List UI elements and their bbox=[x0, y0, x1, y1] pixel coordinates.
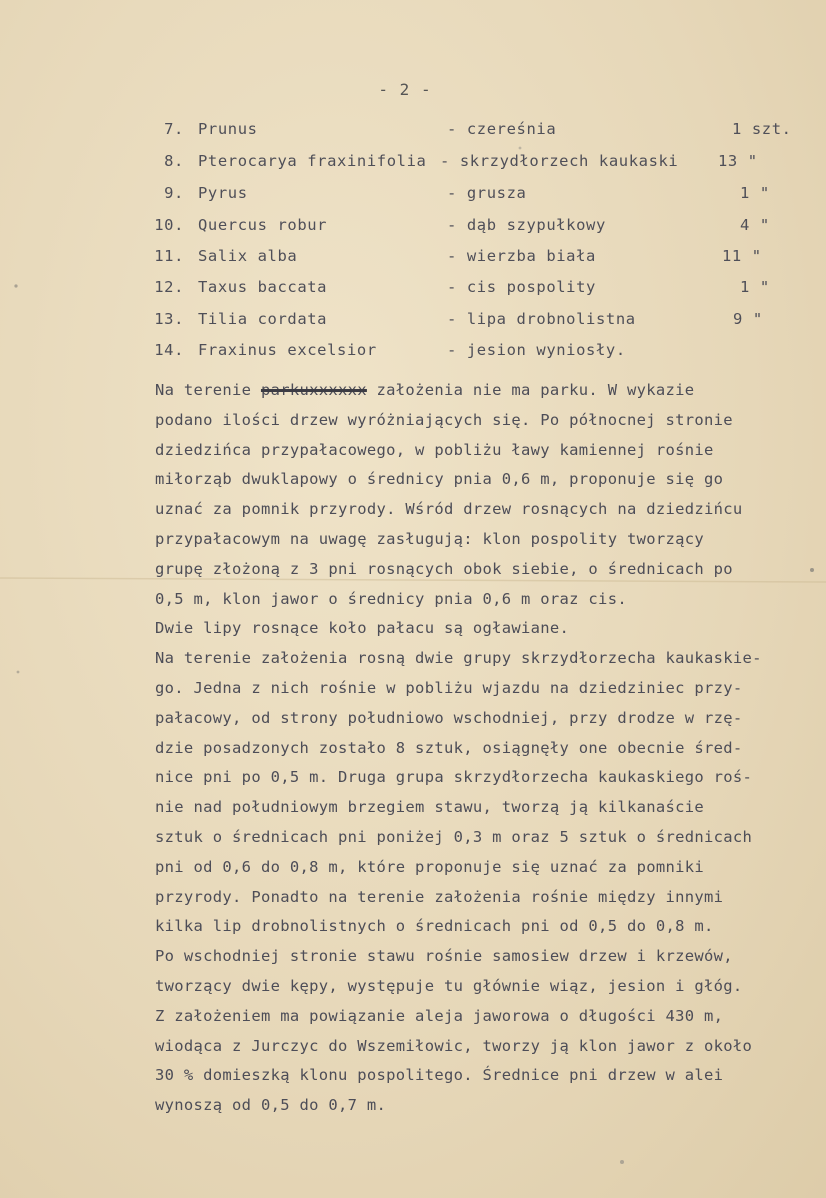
species-number: 12. bbox=[154, 278, 184, 296]
text-line: uznać za pomnik przyrody. Wśród drzew rosnących na dziedzińcu bbox=[155, 500, 743, 519]
species-count: 1 szt. bbox=[732, 120, 792, 138]
species-polish-name: - jesion wyniosły. bbox=[447, 341, 626, 359]
text-line: 0,5 m, klon jawor o średnicy pnia 0,6 m oraz cis. bbox=[155, 589, 627, 608]
species-row bbox=[0, 341, 826, 363]
species-number: 14. bbox=[154, 341, 184, 359]
species-count: 1 " bbox=[740, 184, 770, 202]
species-number: 11. bbox=[154, 247, 184, 265]
text-line: nice pni po 0,5 m. Druga grupa skrzydłorzecha kaukaskiego roś- bbox=[155, 768, 753, 787]
species-row bbox=[0, 247, 826, 269]
struck-word: parkuxxxxxx bbox=[260, 381, 367, 399]
species-count: 13 " bbox=[718, 152, 758, 170]
species-row bbox=[0, 278, 826, 300]
text-line: Dwie lipy rosnące koło pałacu są ogławiane. bbox=[155, 619, 570, 638]
species-latin-name: Fraxinus excelsior bbox=[198, 341, 377, 359]
text-line: go. Jedna z nich rośnie w pobliżu wjazdu na dziedziniec przy- bbox=[155, 678, 743, 697]
text-line: dzie posadzonych zostało 8 sztuk, osiągnęły one obecnie śred- bbox=[155, 738, 743, 757]
text-line: dziedzińca przypałacowego, w pobliżu ławy kamiennej rośnie bbox=[155, 440, 714, 459]
text-line: pni od 0,6 do 0,8 m, które proponuje się uznać za pomniki bbox=[155, 857, 705, 876]
species-polish-name: - lipa drobnolistna bbox=[447, 310, 636, 328]
species-count: 11 " bbox=[722, 247, 762, 265]
text-fragment: Na terenie bbox=[155, 381, 261, 399]
species-latin-name: Pyrus bbox=[198, 184, 248, 202]
species-polish-name: - czereśnia bbox=[447, 120, 557, 138]
text-line: kilka lip drobnolistnych o średnicach pni od 0,5 do 0,8 m. bbox=[155, 917, 714, 936]
text-line: pałacowy, od strony południowo wschodniej, przy drodze w rzę- bbox=[155, 708, 743, 727]
text-line: miłorząb dwuklapowy o średnicy pnia 0,6 m, proponuje się go bbox=[155, 470, 724, 489]
species-row bbox=[0, 120, 826, 142]
species-row bbox=[0, 216, 826, 238]
text-line: Z założeniem ma powiązanie aleja jaworowa o długości 430 m, bbox=[155, 1006, 724, 1025]
species-number: 10. bbox=[154, 216, 184, 234]
species-polish-name: - dąb szypułkowy bbox=[447, 216, 606, 234]
species-latin-name: Taxus baccata bbox=[198, 278, 328, 296]
text-line: 30 % domieszką klonu pospolitego. Średnice pni drzew w alei bbox=[155, 1066, 724, 1085]
text-line: sztuk o średnicach pni poniżej 0,3 m oraz 5 sztuk o średnicach bbox=[155, 827, 753, 846]
species-polish-name: - skrzydłorzech kaukaski bbox=[440, 152, 679, 170]
species-count: 4 " bbox=[740, 216, 770, 234]
species-polish-name: - cis pospolity bbox=[447, 278, 596, 296]
text-line: przypałacowym na uwagę zasługują: klon pospolity tworzący bbox=[155, 529, 705, 548]
species-latin-name: Quercus robur bbox=[198, 216, 328, 234]
text-line: podano ilości drzew wyróżniających się. Po północnej stronie bbox=[155, 410, 733, 429]
text-fragment: założenia nie ma parku. W wykazie bbox=[366, 381, 695, 399]
text-line: grupę złożoną z 3 pni rosnących obok siebie, o średnicach po bbox=[155, 559, 733, 578]
species-number: 8. bbox=[164, 152, 184, 170]
species-number: 9. bbox=[164, 184, 184, 202]
species-number: 13. bbox=[154, 310, 184, 328]
species-row bbox=[0, 152, 826, 174]
species-latin-name: Pterocarya fraxinifolia bbox=[198, 152, 427, 170]
page-number: - 2 - bbox=[378, 80, 432, 99]
text-line: Na terenie założenia rosną dwie grupy skrzydłorzecha kaukaskie- bbox=[155, 649, 762, 668]
species-row bbox=[0, 310, 826, 332]
species-latin-name: Prunus bbox=[198, 120, 258, 138]
species-polish-name: - wierzba biała bbox=[447, 247, 596, 265]
text-line bbox=[155, 376, 810, 406]
species-number: 7. bbox=[164, 120, 184, 138]
text-line: wiodąca z Jurczyc do Wszemiłowic, tworzy ją klon jawor z około bbox=[155, 1036, 753, 1055]
species-latin-name: Salix alba bbox=[198, 247, 298, 265]
species-count: 9 " bbox=[733, 310, 763, 328]
text-line: tworzący dwie kępy, występuje tu głównie wiąz, jesion i głóg. bbox=[155, 976, 743, 995]
species-polish-name: - grusza bbox=[447, 184, 527, 202]
text-line: nie nad południowym brzegiem stawu, tworzą ją kilkanaście bbox=[155, 798, 705, 817]
species-count: 1 " bbox=[740, 278, 770, 296]
body-text bbox=[155, 376, 810, 1121]
text-line: przyrody. Ponadto na terenie założenia rośnie między innymi bbox=[155, 887, 724, 906]
species-latin-name: Tilia cordata bbox=[198, 310, 328, 328]
text-line: wynoszą od 0,5 do 0,7 m. bbox=[155, 1096, 387, 1115]
species-row bbox=[0, 184, 826, 206]
text-line: Po wschodniej stronie stawu rośnie samosiew drzew i krzewów, bbox=[155, 947, 733, 966]
